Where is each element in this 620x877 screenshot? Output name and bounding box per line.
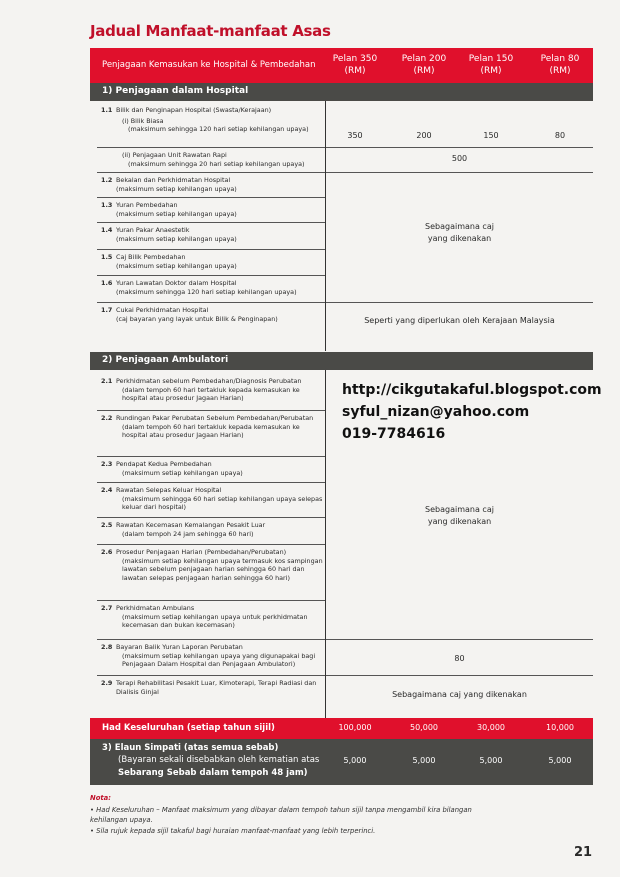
table-row: 1.2 Bekalan dan Perkhidmatan Hospital (maksimum setiap kehilangan upaya) [97, 173, 325, 198]
section-3-bar: 3) Elaun Simpati (atas semua sebab) (Bayaran sekali disebabkan oleh kematian atas Sebarang Sebab dalam tempoh 48 jam) 5,000 5,000 5,000 5,000 [90, 739, 593, 785]
row-divider [326, 302, 593, 303]
table-row: 1.1 Bilik dan Penginapan Hospital (Swasta/Kerajaan) (i) Bilik Biasa (maksimum sehingga 120 hari setiap kehilangan upaya) [97, 103, 325, 148]
contact-block [342, 379, 602, 445]
table-row: 2.4 Rawatan Selepas Keluar Hospital (maksimum sehingga 60 hari setiap kehilangan upaya selepas keluar dari hospital) [97, 483, 325, 518]
row-divider [326, 639, 593, 640]
table-row: (ii) Penjagaan Unit Rawatan Rapi (maksimum sehingga 20 hari setiap kehilangan upaya) [97, 148, 325, 173]
note-item: • Had Keseluruhan – Manfaat maksimum yang dibayar dalam tempoh tahun sijil tanpa mengambil kira bilangan kehilangan upaya. [90, 806, 472, 824]
table-row: 2.6 Prosedur Penjagaan Harian (Pembedahan/Perubatan) (maksimum setiap kehilangan upaya termasuk kos sampingan lawatan sebelum penjagaan harian sehingga 60 hari dan lawatan selepas penjagaan harian sehingga 60 hari) [97, 545, 325, 601]
value-cell: 150 [483, 131, 499, 140]
table-row: 2.3 Pendapat Kedua Pembedahan (maksimum setiap kehilangan upaya) [97, 457, 325, 483]
value-cell: 500 [451, 154, 468, 163]
row-divider [326, 172, 593, 173]
plan-150-header: Pelan 150 (RM) [468, 54, 514, 76]
table-row: 2.1 Perkhidmatan sebelum Pembedahan/Diagnosis Perubatan (dalam tempoh 60 hari tertakluk kepada kemasukan ke hospital atau prosedur Jagaan Harian) [97, 374, 325, 411]
note-item: • Sila rujuk kepada sijil takaful bagi huraian manfaat-manfaat yang lebih terperinci. [90, 827, 376, 835]
column-divider [325, 370, 326, 718]
plan-80-header: Pelan 80 (RM) [540, 54, 580, 76]
table-row: 2.9 Terapi Rehabilitasi Pesakit Luar, Kimoterapi, Terapi Radiasi dan Dialisis Ginjal [101, 679, 317, 696]
table-row: 1.7 Cukai Perkhidmatan Hospital (caj bayaran yang layak untuk Bilik & Penginapan) [101, 306, 278, 323]
table-row: 2.5 Rawatan Kecemasan Kemalangan Pesakit Luar (dalam tempoh 24 jam sehingga 60 hari) [97, 518, 325, 545]
table-row: 1.4 Yuran Pakar Anaestetik (maksimum setiap kehilangan upaya) [97, 223, 325, 250]
row-divider [326, 147, 593, 148]
therapy-value: Sebagaimana caj yang dikenakan [392, 690, 527, 699]
report-fee-value: 80 [454, 654, 465, 663]
charged-value: Sebagaimana caj yang dikenakan [425, 222, 494, 243]
section-1-bar: 1) Penjagaan dalam Hospital [90, 83, 593, 101]
tax-value: Seperti yang diperlukan oleh Kerajaan Malaysia [364, 316, 555, 325]
section-2-bar: 2) Penjagaan Ambulatori [90, 352, 593, 370]
page-title: Jadual Manfaat-manfaat Asas [90, 22, 331, 40]
table-row: 1.3 Yuran Pembedahan (maksimum setiap kehilangan upaya) [97, 198, 325, 223]
contact-phone: 019-7784616 [342, 426, 446, 442]
table-row: 2.7 Perkhidmatan Ambulans (maksimum setiap kehilangan upaya untuk perkhidmatan kecemasan dan bukan kecemasan) [97, 601, 325, 640]
plan-350-header: Pelan 350 (RM) [332, 54, 378, 76]
contact-email[interactable]: syful_nizan@yahoo.com [342, 404, 530, 420]
charged-value: Sebagaimana caj yang dikenakan [425, 505, 494, 526]
header-label: Penjagaan Kemasukan ke Hospital & Pembedahan [102, 60, 316, 70]
table-row: 1.6 Yuran Lawatan Doktor dalam Hospital (maksimum sehingga 120 hari setiap kehilangan upaya) [97, 276, 325, 303]
notes-heading: Nota: [90, 794, 111, 802]
contact-url[interactable]: http://cikgutakaful.blogspot.com [342, 382, 602, 398]
table-row: 2.8 Bayaran Balik Yuran Laporan Perubatan (maksimum setiap kehilangan upaya yang digunapakai bagi Penjagaan Dalam Hospital dan Penjagaan Ambulatori) [97, 640, 325, 676]
value-cell: 200 [416, 131, 432, 140]
row-divider [326, 675, 593, 676]
table-row: 2.2 Rundingan Pakar Perubatan Sebelum Pembedahan/Perubatan (dalam tempoh 60 hari tertakluk kepada kemasukan ke hospital atau prosedur Jagaan Harian) [97, 411, 325, 457]
plan-200-header: Pelan 200 (RM) [401, 54, 447, 76]
overall-limit-bar: Had Keseluruhan (setiap tahun sijil) 100,000 50,000 30,000 10,000 [90, 718, 593, 739]
table-row: 1.5 Caj Bilik Pembedahan (maksimum setiap kehilangan upaya) [97, 250, 325, 276]
value-cell: 350 [347, 131, 363, 140]
page-number: 21 [574, 845, 593, 860]
value-cell: 80 [554, 131, 566, 140]
table-header [90, 48, 593, 83]
